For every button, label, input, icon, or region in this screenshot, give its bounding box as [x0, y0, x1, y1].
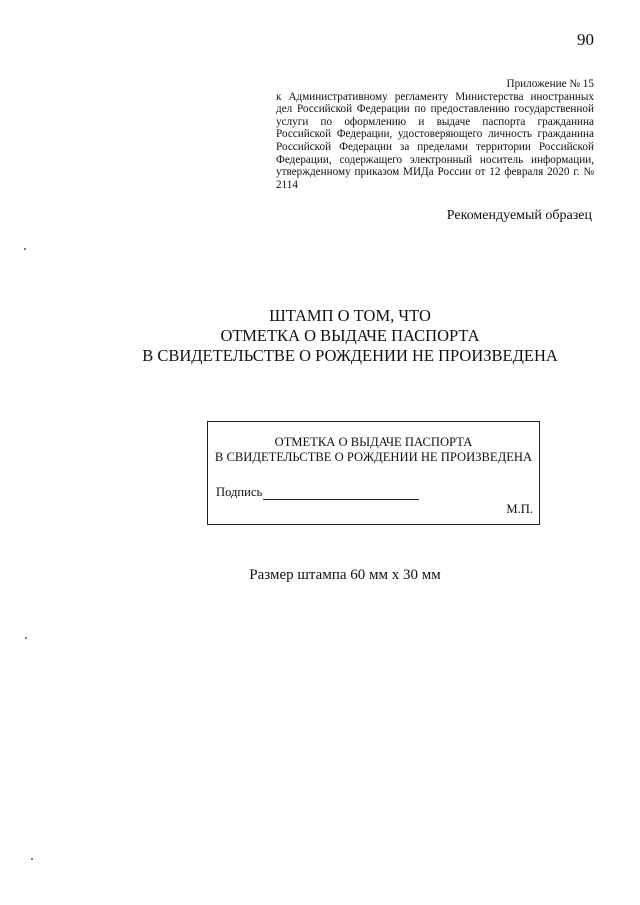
signature-row [216, 485, 419, 500]
scan-speck [24, 248, 26, 250]
document-title-line-1: ШТАМП О ТОМ, ЧТО [269, 306, 431, 325]
appendix-body: к Административному регламенту Министерства иностранных дел Российской Федерации по предоставлению государственной услуги по оформлению и выдаче паспорта гражданина Российской Федерации, удостоверяющего личность гражданина Российской Федерации за пределами территории Российской Федерации, содержащего электронный носитель информации, утвержденному приказом МИДа России от 12 февраля 2020 г. № 2114 [276, 90, 594, 191]
appendix-block [276, 78, 594, 191]
seal-label: М.П. [506, 502, 533, 516]
document-title-line-2: ОТМЕТКА О ВЫДАЧЕ ПАСПОРТА [220, 326, 480, 345]
document-title [60, 306, 640, 366]
appendix-title: Приложение № 15 [506, 78, 594, 90]
stamp-sample-box [207, 421, 540, 525]
sample-note: Рекомендуемый образец [446, 208, 592, 223]
signature-label: Подпись [216, 485, 263, 499]
stamp-heading-line-2: В СВИДЕТЕЛЬСТВЕ О РОЖДЕНИИ НЕ ПРОИЗВЕДЕНА [214, 450, 533, 464]
stamp-heading-line-1: ОТМЕТКА О ВЫДАЧЕ ПАСПОРТА [274, 435, 473, 449]
document-title-line-3: В СВИДЕТЕЛЬСТВЕ О РОЖДЕНИИ НЕ ПРОИЗВЕДЕНА [142, 346, 558, 365]
scan-speck [25, 637, 27, 639]
scan-speck [31, 858, 33, 860]
signature-line [263, 487, 419, 500]
stamp-size-note: Размер штампа 60 мм х 30 мм [249, 567, 441, 583]
page-number: 90 [577, 30, 594, 49]
stamp-heading [208, 435, 539, 465]
